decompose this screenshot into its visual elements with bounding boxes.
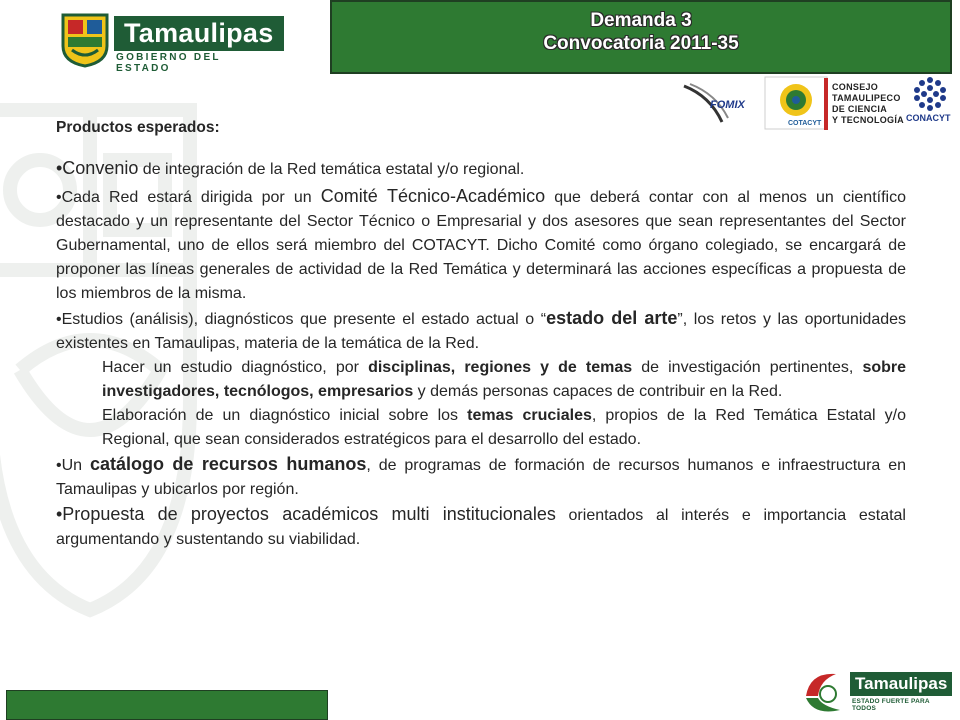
sub-item-diagnostico: Hacer un estudio diagnóstico, por disciplinas, regiones y de temas de investigación pertinentes, sobre investigadores, tecnólogos, empresarios y demás personas capaces de contribuir en la Red.	[102, 359, 907, 400]
banner-call: Convocatoria 2011-35	[543, 33, 739, 54]
bullet-comite: •Cada Red estará dirigida por un Comité Técnico-Académico que deberá contar con al menos un científico destacado y un representante del Sector Técnico o Empresarial y dos asesores que sean representantes del Sector Gubernamental, uno de ellos será miembro del COTACYT. Dicho Comité como órgano colegiado, se encargará de proponer las líneas generales de actividad de la Red Temática y determinará las acciones específicas a propuesta de los miembros de la misma.	[56, 186, 906, 302]
footer-slogan: ESTADO FUERTE PARA TODOS	[852, 698, 930, 712]
tamaulipas-footer-logo	[800, 664, 950, 720]
bullet-propuesta: •Propuesta de proyectos académicos multi institucionales orientados al interés e importancia estatal argumentando y sustentando su viabilidad.	[56, 504, 906, 548]
logo-subtitle: GOBIERNO DEL ESTADO	[116, 52, 221, 74]
sub-item-elaboracion: Elaboración de un diagnóstico inicial sobre los temas cruciales, propios de la Red Temática Estatal y/o Regional, que sean considerados estratégicos para el desarrollo del estado.	[102, 407, 906, 448]
expected-products-content	[56, 116, 906, 552]
tamaulipas-swirl-icon	[800, 666, 848, 718]
conacyt-label: CONACYT	[906, 113, 951, 123]
state-shield-icon	[60, 12, 110, 68]
bullet-estudios: •Estudios (análisis), diagnósticos que presente el estado actual o “estado del arte”, los retos y las oportunidades existentes en Tamaulipas, materia de la temática de la Red.	[56, 308, 907, 352]
footer-green-bar	[6, 690, 328, 720]
tamaulipas-government-logo	[60, 12, 274, 74]
consejo-tamaulipeco-text: CONSEJO TAMAULIPECO DE CIENCIA Y TECNOLOGÍA	[832, 82, 904, 125]
cotacyt-label: COTACYT	[788, 120, 822, 127]
bullet-convenio: •Convenio de integración de la Red temática estatal y/o regional.	[56, 158, 525, 178]
footer-wordmark: Tamaulipas	[850, 672, 952, 696]
conacyt-logo-icon	[910, 76, 950, 112]
bullet-catalogo: •Un catálogo de recursos humanos, de programas de formación de recursos humanos e infraestructura en Tamaulipas y ubicarlos por región.	[56, 454, 906, 498]
title-banner	[330, 0, 952, 74]
section-heading: Productos esperados:	[56, 119, 220, 136]
banner-demand: Demanda 3	[590, 10, 692, 31]
svg-text:FOMIX: FOMIX	[710, 99, 745, 111]
logo-wordmark: Tamaulipas	[114, 16, 284, 51]
